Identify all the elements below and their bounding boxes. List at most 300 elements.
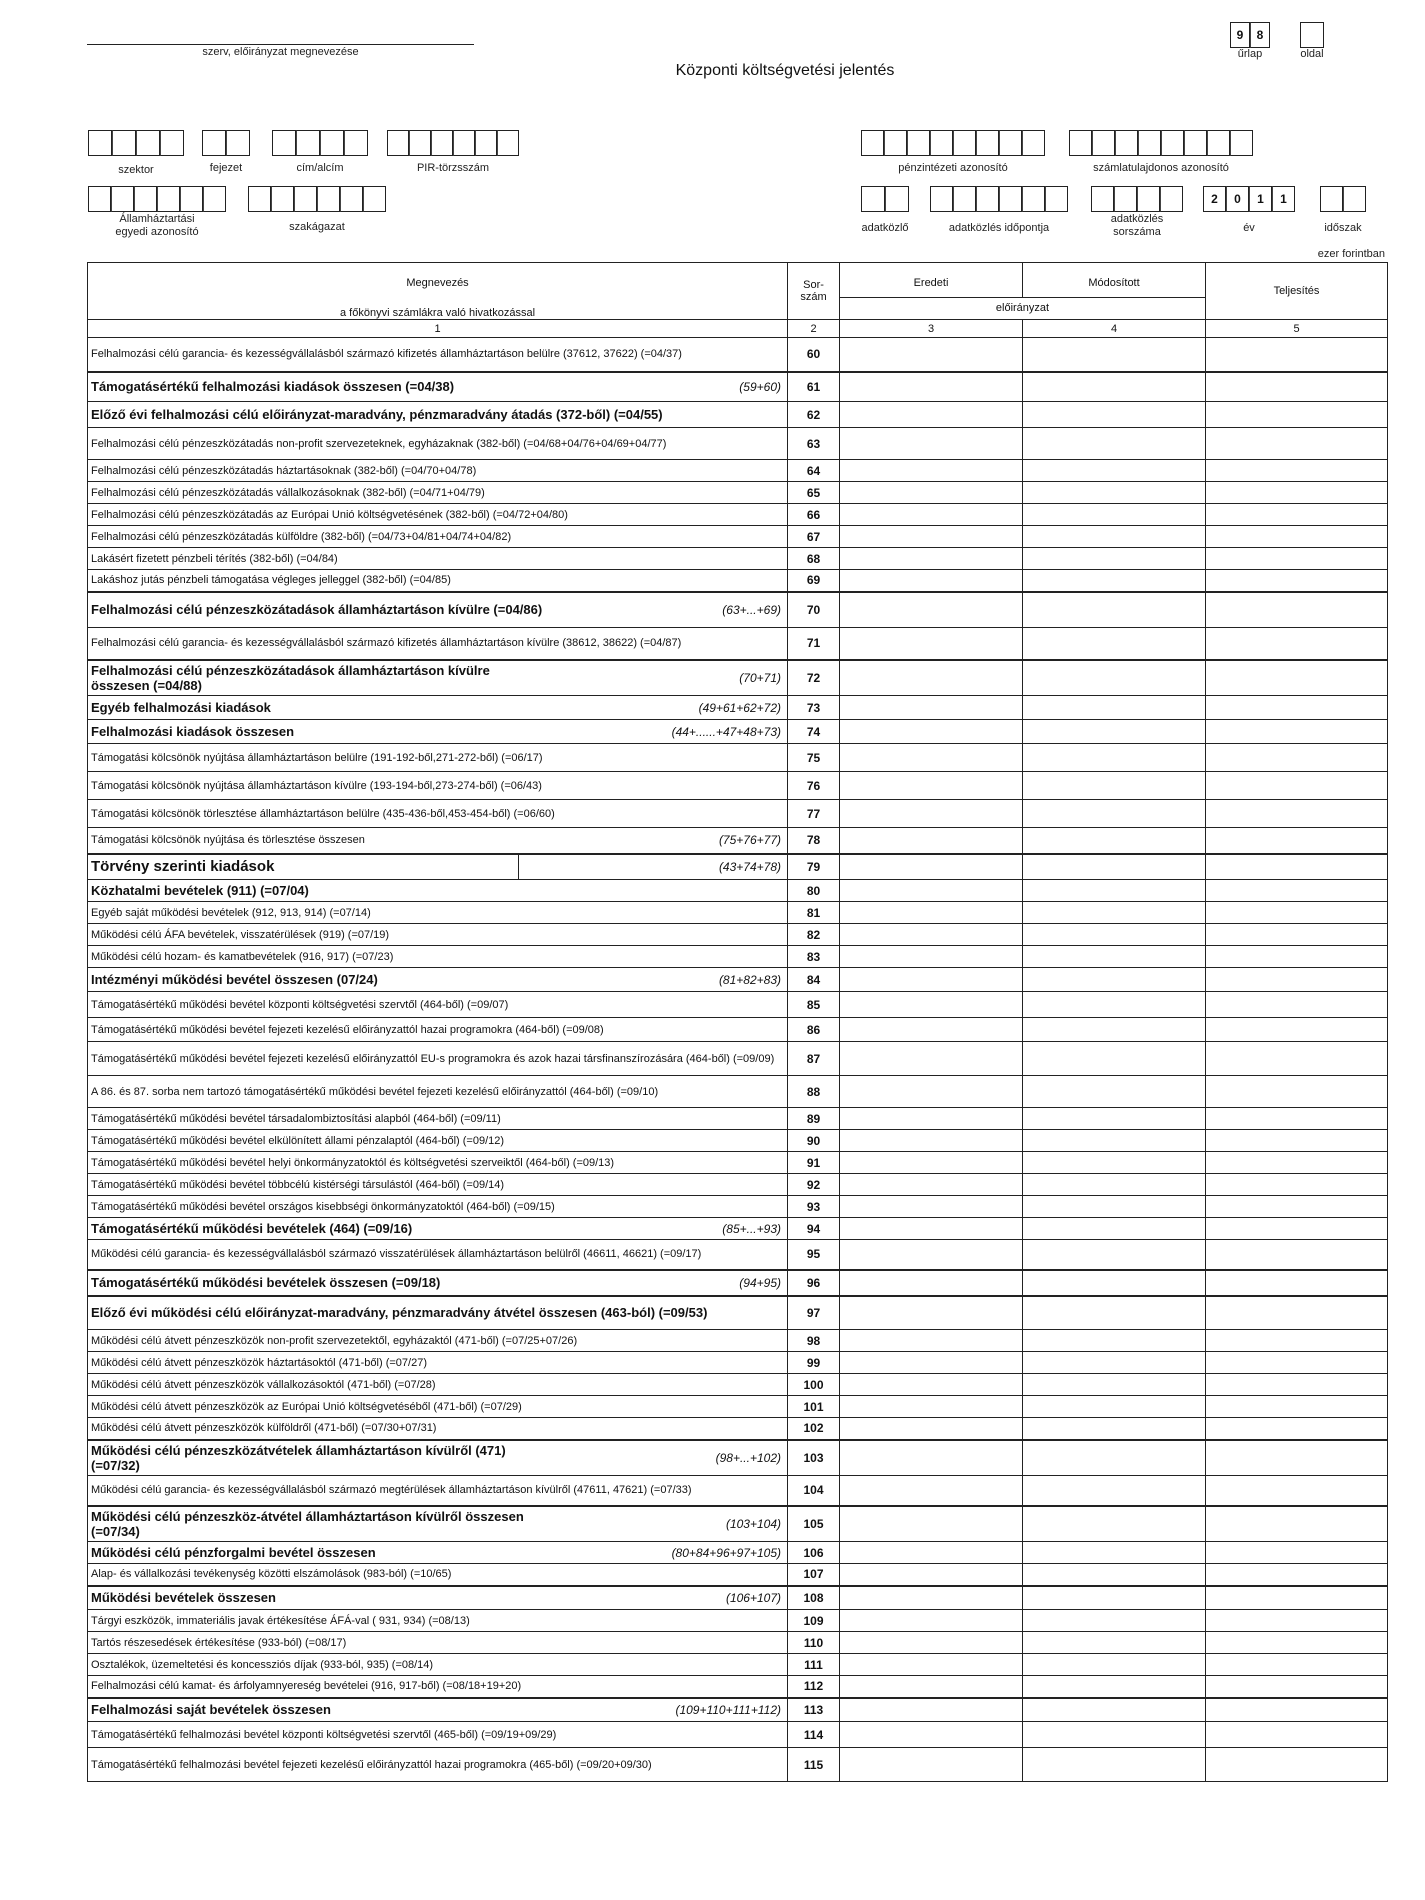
modositott-cell[interactable] bbox=[1023, 1240, 1206, 1270]
teljesites-cell[interactable] bbox=[1206, 1108, 1388, 1130]
table-row bbox=[88, 402, 1388, 428]
eredeti-cell[interactable] bbox=[840, 992, 1023, 1018]
teljesites-cell[interactable] bbox=[1206, 1352, 1388, 1374]
penzintezeti-digit[interactable] bbox=[861, 130, 884, 156]
eredeti-cell[interactable] bbox=[840, 1564, 1023, 1586]
teljesites-cell[interactable] bbox=[1206, 1418, 1388, 1440]
szamlatulajdonos-digit[interactable] bbox=[1184, 130, 1207, 156]
adatkozlo-digit[interactable] bbox=[861, 186, 885, 212]
eredeti-cell[interactable] bbox=[840, 1654, 1023, 1676]
teljesites-cell[interactable] bbox=[1206, 1476, 1388, 1506]
teljesites-cell[interactable] bbox=[1206, 828, 1388, 854]
row-description bbox=[88, 1564, 788, 1586]
modositott-cell[interactable] bbox=[1023, 570, 1206, 592]
row-number: 94 bbox=[788, 1218, 840, 1240]
modositott-cell[interactable] bbox=[1023, 1506, 1206, 1542]
row-number: 72 bbox=[788, 660, 840, 696]
eredeti-cell[interactable] bbox=[840, 720, 1023, 744]
modositott-cell[interactable] bbox=[1023, 1374, 1206, 1396]
modositott-cell[interactable] bbox=[1023, 1108, 1206, 1130]
row-formula: (85+...+93) bbox=[722, 1221, 781, 1236]
table-row bbox=[88, 1610, 1388, 1632]
row-text: Működési bevételek összesen bbox=[91, 1590, 276, 1606]
teljesites-cell[interactable] bbox=[1206, 1130, 1388, 1152]
modositott-cell[interactable] bbox=[1023, 992, 1206, 1018]
modositott-cell[interactable] bbox=[1023, 1076, 1206, 1108]
aht-digit[interactable] bbox=[180, 186, 203, 212]
teljesites-cell[interactable] bbox=[1206, 1440, 1388, 1476]
row-description bbox=[88, 1698, 788, 1722]
eredeti-cell[interactable] bbox=[840, 1676, 1023, 1698]
modositott-cell[interactable] bbox=[1023, 1654, 1206, 1676]
eredeti-cell[interactable] bbox=[840, 968, 1023, 992]
eredeti-cell[interactable] bbox=[840, 924, 1023, 946]
aht-digit[interactable] bbox=[111, 186, 134, 212]
row-formula: (80+84+96+97+105) bbox=[671, 1545, 781, 1560]
table-row bbox=[88, 946, 1388, 968]
teljesites-cell[interactable] bbox=[1206, 992, 1388, 1018]
teljesites-cell[interactable] bbox=[1206, 1174, 1388, 1196]
eredeti-cell[interactable] bbox=[840, 772, 1023, 800]
teljesites-cell[interactable] bbox=[1206, 1676, 1388, 1698]
modositott-cell[interactable] bbox=[1023, 744, 1206, 772]
pir-digit[interactable] bbox=[409, 130, 431, 156]
modositott-cell[interactable] bbox=[1023, 526, 1206, 548]
eredeti-cell[interactable] bbox=[840, 1330, 1023, 1352]
eredeti-cell[interactable] bbox=[840, 1542, 1023, 1564]
teljesites-cell[interactable] bbox=[1206, 1698, 1388, 1722]
ev-digit[interactable]: 2 bbox=[1203, 186, 1226, 212]
row-number: 84 bbox=[788, 968, 840, 992]
adatkozles-idopontja-digit[interactable] bbox=[1022, 186, 1045, 212]
modositott-cell[interactable] bbox=[1023, 854, 1206, 880]
modositott-cell[interactable] bbox=[1023, 1632, 1206, 1654]
megnevezes-subtitle: a főkönyvi számlákra való hivatkozással bbox=[339, 307, 536, 319]
szakagazat-digit[interactable] bbox=[294, 186, 317, 212]
modositott-cell[interactable] bbox=[1023, 828, 1206, 854]
modositott-cell[interactable] bbox=[1023, 1440, 1206, 1476]
table-row bbox=[88, 1676, 1388, 1698]
column-number-row bbox=[88, 320, 1388, 338]
table-row bbox=[88, 1418, 1388, 1440]
eredeti-cell[interactable] bbox=[840, 1722, 1023, 1748]
fejezet-label: fejezet bbox=[209, 162, 243, 174]
teljesites-cell[interactable] bbox=[1206, 772, 1388, 800]
adatkozles-idopontja-digit[interactable] bbox=[1045, 186, 1068, 212]
teljesites-cell[interactable] bbox=[1206, 1018, 1388, 1042]
eredeti-cell[interactable] bbox=[840, 1076, 1023, 1108]
row-number: 104 bbox=[788, 1476, 840, 1506]
cim-boxes bbox=[272, 130, 368, 156]
modositott-cell[interactable] bbox=[1023, 968, 1206, 992]
eredeti-cell[interactable] bbox=[840, 1476, 1023, 1506]
eredeti-cell[interactable] bbox=[840, 428, 1023, 460]
szamlatulajdonos-digit[interactable] bbox=[1069, 130, 1092, 156]
modositott-cell[interactable] bbox=[1023, 772, 1206, 800]
teljesites-cell[interactable] bbox=[1206, 880, 1388, 902]
szakagazat-digit[interactable] bbox=[363, 186, 386, 212]
oldal-input[interactable] bbox=[1300, 22, 1324, 48]
eredeti-cell[interactable] bbox=[840, 1632, 1023, 1654]
unit-label: ezer forintban bbox=[1317, 248, 1385, 260]
eredeti-cell[interactable] bbox=[840, 1586, 1023, 1610]
eredeti-cell[interactable] bbox=[840, 660, 1023, 696]
eredeti-cell[interactable] bbox=[840, 902, 1023, 924]
eredeti-cell[interactable] bbox=[840, 1218, 1023, 1240]
teljesites-cell[interactable] bbox=[1206, 1270, 1388, 1296]
teljesites-cell[interactable] bbox=[1206, 1296, 1388, 1330]
eredeti-cell[interactable] bbox=[840, 1352, 1023, 1374]
teljesites-cell[interactable] bbox=[1206, 372, 1388, 402]
eredeti-cell[interactable] bbox=[840, 828, 1023, 854]
eredeti-cell[interactable] bbox=[840, 1506, 1023, 1542]
aht-digit[interactable] bbox=[134, 186, 157, 212]
row-description bbox=[88, 880, 788, 902]
modositott-cell[interactable] bbox=[1023, 460, 1206, 482]
cim-digit[interactable] bbox=[320, 130, 344, 156]
szektor-digit[interactable] bbox=[112, 130, 136, 156]
teljesites-cell[interactable] bbox=[1206, 1654, 1388, 1676]
modositott-cell[interactable] bbox=[1023, 1152, 1206, 1174]
eredeti-cell[interactable] bbox=[840, 1610, 1023, 1632]
teljesites-cell[interactable] bbox=[1206, 744, 1388, 772]
eredeti-cell[interactable] bbox=[840, 880, 1023, 902]
modositott-cell[interactable] bbox=[1023, 1218, 1206, 1240]
row-text: Támogatásértékű működési bevétel többcélú kistérségi társulástól (464-ből) (=09/14) bbox=[91, 1178, 505, 1191]
pir-digit[interactable] bbox=[431, 130, 453, 156]
modositott-cell[interactable] bbox=[1023, 1130, 1206, 1152]
teljesites-cell[interactable] bbox=[1206, 1506, 1388, 1542]
eredeti-cell[interactable] bbox=[840, 1196, 1023, 1218]
penzintezeti-digit[interactable] bbox=[884, 130, 907, 156]
modositott-cell[interactable] bbox=[1023, 1018, 1206, 1042]
teljesites-cell[interactable] bbox=[1206, 548, 1388, 570]
modositott-cell[interactable] bbox=[1023, 1610, 1206, 1632]
teljesites-cell[interactable] bbox=[1206, 968, 1388, 992]
eredeti-cell[interactable] bbox=[840, 1130, 1023, 1152]
szakagazat-digit[interactable] bbox=[317, 186, 340, 212]
modositott-cell[interactable] bbox=[1023, 1748, 1206, 1782]
row-number: 96 bbox=[788, 1270, 840, 1296]
row-number: 100 bbox=[788, 1374, 840, 1396]
szektor-digit[interactable] bbox=[160, 130, 184, 156]
row-description bbox=[88, 504, 788, 526]
row-number: 75 bbox=[788, 744, 840, 772]
eredeti-cell[interactable] bbox=[840, 946, 1023, 968]
teljesites-cell[interactable] bbox=[1206, 800, 1388, 828]
row-number: 99 bbox=[788, 1352, 840, 1374]
aht-digit[interactable] bbox=[203, 186, 226, 212]
szektor-digit[interactable] bbox=[88, 130, 112, 156]
eredeti-cell[interactable] bbox=[840, 854, 1023, 880]
row-description bbox=[88, 1196, 788, 1218]
szakagazat-digit[interactable] bbox=[340, 186, 363, 212]
eredeti-cell[interactable] bbox=[840, 800, 1023, 828]
modositott-cell[interactable] bbox=[1023, 1174, 1206, 1196]
eredeti-cell[interactable] bbox=[840, 504, 1023, 526]
teljesites-cell[interactable] bbox=[1206, 460, 1388, 482]
eredeti-cell[interactable] bbox=[840, 1270, 1023, 1296]
szamlatulajdonos-digit[interactable] bbox=[1161, 130, 1184, 156]
row-formula: (63+...+69) bbox=[722, 602, 781, 617]
pir-digit[interactable] bbox=[497, 130, 519, 156]
modositott-cell[interactable] bbox=[1023, 924, 1206, 946]
org-name-label: szerv, előirányzat megnevezése bbox=[202, 46, 359, 58]
modositott-cell[interactable] bbox=[1023, 946, 1206, 968]
urlap-digit[interactable]: 8 bbox=[1250, 22, 1270, 48]
eredeti-cell[interactable] bbox=[840, 338, 1023, 372]
penzintezeti-digit[interactable] bbox=[907, 130, 930, 156]
eredeti-cell[interactable] bbox=[840, 526, 1023, 548]
adatkozles-idopontja-digit[interactable] bbox=[976, 186, 999, 212]
pir-digit[interactable] bbox=[387, 130, 409, 156]
row-number: 97 bbox=[788, 1296, 840, 1330]
szamlatulajdonos-digit[interactable] bbox=[1138, 130, 1161, 156]
teljesites-cell[interactable] bbox=[1206, 1076, 1388, 1108]
fejezet-digit[interactable] bbox=[202, 130, 226, 156]
teljesites-cell[interactable] bbox=[1206, 1632, 1388, 1654]
teljesites-cell[interactable] bbox=[1206, 1586, 1388, 1610]
row-number: 62 bbox=[788, 402, 840, 428]
teljesites-cell[interactable] bbox=[1206, 1722, 1388, 1748]
row-description bbox=[88, 1440, 788, 1476]
penzintezeti-digit[interactable] bbox=[999, 130, 1022, 156]
adatkozlo-digit[interactable] bbox=[885, 186, 909, 212]
modositott-cell[interactable] bbox=[1023, 1352, 1206, 1374]
row-description bbox=[88, 1722, 788, 1748]
teljesites-cell[interactable] bbox=[1206, 1396, 1388, 1418]
modositott-cell[interactable] bbox=[1023, 1586, 1206, 1610]
row-number: 67 bbox=[788, 526, 840, 548]
szakagazat-digit[interactable] bbox=[248, 186, 271, 212]
ev-digit[interactable]: 1 bbox=[1272, 186, 1295, 212]
teljesites-cell[interactable] bbox=[1206, 946, 1388, 968]
modositott-cell[interactable] bbox=[1023, 1476, 1206, 1506]
modositott-cell[interactable] bbox=[1023, 1196, 1206, 1218]
table-row bbox=[88, 1174, 1388, 1196]
teljesites-cell[interactable] bbox=[1206, 696, 1388, 720]
eredeti-cell[interactable] bbox=[840, 1042, 1023, 1076]
eredeti-cell[interactable] bbox=[840, 570, 1023, 592]
teljesites-cell[interactable] bbox=[1206, 1240, 1388, 1270]
modositott-cell[interactable] bbox=[1023, 1296, 1206, 1330]
eredeti-cell[interactable] bbox=[840, 548, 1023, 570]
modositott-cell[interactable] bbox=[1023, 1042, 1206, 1076]
idoszak-digit[interactable] bbox=[1320, 186, 1343, 212]
pir-digit[interactable] bbox=[475, 130, 497, 156]
eredeti-cell[interactable] bbox=[840, 1108, 1023, 1130]
szakagazat-boxes bbox=[248, 186, 386, 212]
aht-digit[interactable] bbox=[88, 186, 111, 212]
modositott-cell[interactable] bbox=[1023, 1418, 1206, 1440]
cim-digit[interactable] bbox=[296, 130, 320, 156]
eredeti-cell[interactable] bbox=[840, 696, 1023, 720]
teljesites-cell[interactable] bbox=[1206, 1330, 1388, 1352]
row-description bbox=[88, 744, 788, 772]
modositott-cell[interactable] bbox=[1023, 1698, 1206, 1722]
pir-digit[interactable] bbox=[453, 130, 475, 156]
idoszak-boxes bbox=[1320, 186, 1366, 212]
teljesites-cell[interactable] bbox=[1206, 902, 1388, 924]
adatkozles-sorszama-digit[interactable] bbox=[1091, 186, 1114, 212]
teljesites-cell[interactable] bbox=[1206, 570, 1388, 592]
ev-digit[interactable]: 1 bbox=[1249, 186, 1272, 212]
sorszam-line2: szám bbox=[800, 291, 827, 303]
teljesites-cell[interactable] bbox=[1206, 1610, 1388, 1632]
modositott-cell[interactable] bbox=[1023, 504, 1206, 526]
row-description bbox=[88, 800, 788, 828]
row-description bbox=[88, 902, 788, 924]
adatkozles-idopontja-digit[interactable] bbox=[953, 186, 976, 212]
teljesites-cell[interactable] bbox=[1206, 592, 1388, 628]
eredeti-cell[interactable] bbox=[840, 372, 1023, 402]
szamlatulajdonos-digit[interactable] bbox=[1092, 130, 1115, 156]
eredeti-cell[interactable] bbox=[840, 460, 1023, 482]
teljesites-cell[interactable] bbox=[1206, 482, 1388, 504]
modositott-cell[interactable] bbox=[1023, 660, 1206, 696]
modositott-cell[interactable] bbox=[1023, 628, 1206, 660]
adatkozles-sorszama-digit[interactable] bbox=[1114, 186, 1137, 212]
eredeti-cell[interactable] bbox=[840, 1018, 1023, 1042]
row-description bbox=[88, 548, 788, 570]
eredeti-cell[interactable] bbox=[840, 402, 1023, 428]
penzintezeti-digit[interactable] bbox=[953, 130, 976, 156]
szamlatulajdonos-digit[interactable] bbox=[1230, 130, 1253, 156]
teljesites-cell[interactable] bbox=[1206, 854, 1388, 880]
row-description bbox=[88, 1586, 788, 1610]
row-description bbox=[88, 628, 788, 660]
teljesites-cell[interactable] bbox=[1206, 1748, 1388, 1782]
adatkozles-idopontja-digit[interactable] bbox=[999, 186, 1022, 212]
teljesites-cell[interactable] bbox=[1206, 1196, 1388, 1218]
szektor-digit[interactable] bbox=[136, 130, 160, 156]
row-number: 64 bbox=[788, 460, 840, 482]
row-number: 101 bbox=[788, 1396, 840, 1418]
row-number: 80 bbox=[788, 880, 840, 902]
penzintezeti-digit[interactable] bbox=[930, 130, 953, 156]
cim-digit[interactable] bbox=[272, 130, 296, 156]
penzintezeti-digit[interactable] bbox=[976, 130, 999, 156]
eredeti-cell[interactable] bbox=[840, 1440, 1023, 1476]
adatkozles-sorszama-digit[interactable] bbox=[1160, 186, 1183, 212]
row-formula: (44+......+47+48+73) bbox=[671, 724, 781, 739]
cim-label: cím/alcím bbox=[296, 162, 344, 174]
aht-digit[interactable] bbox=[157, 186, 180, 212]
table-row bbox=[88, 772, 1388, 800]
teljesites-cell[interactable] bbox=[1206, 924, 1388, 946]
teljesites-cell[interactable] bbox=[1206, 338, 1388, 372]
eredeti-cell[interactable] bbox=[840, 1296, 1023, 1330]
fejezet-digit[interactable] bbox=[226, 130, 250, 156]
eredeti-cell[interactable] bbox=[840, 1418, 1023, 1440]
modositott-cell[interactable] bbox=[1023, 592, 1206, 628]
eredeti-cell[interactable] bbox=[840, 1152, 1023, 1174]
modositott-cell[interactable] bbox=[1023, 800, 1206, 828]
eredeti-cell[interactable] bbox=[840, 1698, 1023, 1722]
modositott-cell[interactable] bbox=[1023, 482, 1206, 504]
eredeti-cell[interactable] bbox=[840, 1174, 1023, 1196]
row-number: 66 bbox=[788, 504, 840, 526]
row-number: 74 bbox=[788, 720, 840, 744]
teljesites-cell[interactable] bbox=[1206, 1152, 1388, 1174]
eredeti-cell[interactable] bbox=[840, 1240, 1023, 1270]
modositott-cell[interactable] bbox=[1023, 1542, 1206, 1564]
modositott-cell[interactable] bbox=[1023, 1722, 1206, 1748]
row-description bbox=[88, 402, 788, 428]
table-row bbox=[88, 1396, 1388, 1418]
row-text: Működési célú pénzforgalmi bevétel összesen bbox=[91, 1545, 376, 1560]
teljesites-cell[interactable] bbox=[1206, 526, 1388, 548]
szakagazat-digit[interactable] bbox=[271, 186, 294, 212]
row-text: Támogatásértékű működési bevétel fejezeti kezelésű előirányzattól hazai programokra (464-ből) (=09/08) bbox=[91, 1023, 604, 1036]
teljesites-cell[interactable] bbox=[1206, 402, 1388, 428]
penzintezeti-digit[interactable] bbox=[1022, 130, 1045, 156]
row-formula: (103+104) bbox=[725, 1516, 781, 1531]
modositott-cell[interactable] bbox=[1023, 902, 1206, 924]
teljesites-cell[interactable] bbox=[1206, 720, 1388, 744]
szamlatulajdonos-digit[interactable] bbox=[1207, 130, 1230, 156]
modositott-cell[interactable] bbox=[1023, 1564, 1206, 1586]
modositott-cell[interactable] bbox=[1023, 1270, 1206, 1296]
teljesites-cell[interactable] bbox=[1206, 504, 1388, 526]
ev-digit[interactable]: 0 bbox=[1226, 186, 1249, 212]
modositott-cell[interactable] bbox=[1023, 1330, 1206, 1352]
table-row bbox=[88, 1698, 1388, 1722]
teljesites-cell[interactable] bbox=[1206, 1042, 1388, 1076]
table-row bbox=[88, 504, 1388, 526]
eredeti-cell[interactable] bbox=[840, 592, 1023, 628]
row-text: Támogatásértékű működési bevétel társadalombiztosítási alapból (464-ből) (=09/11) bbox=[91, 1112, 501, 1125]
modositott-cell[interactable] bbox=[1023, 696, 1206, 720]
adatkozles-idopontja-digit[interactable] bbox=[930, 186, 953, 212]
modositott-cell[interactable] bbox=[1023, 1676, 1206, 1698]
eredeti-cell[interactable] bbox=[840, 1374, 1023, 1396]
row-description bbox=[88, 1130, 788, 1152]
row-description bbox=[88, 854, 788, 880]
teljesites-cell[interactable] bbox=[1206, 1218, 1388, 1240]
row-text: Felhalmozási saját bevételek összesen bbox=[91, 1702, 331, 1718]
row-description bbox=[88, 1330, 788, 1352]
teljesites-cell[interactable] bbox=[1206, 428, 1388, 460]
modositott-cell[interactable] bbox=[1023, 428, 1206, 460]
modositott-cell[interactable] bbox=[1023, 1396, 1206, 1418]
cim-digit[interactable] bbox=[344, 130, 368, 156]
idoszak-digit[interactable] bbox=[1343, 186, 1366, 212]
teljesites-cell[interactable] bbox=[1206, 1374, 1388, 1396]
modositott-cell[interactable] bbox=[1023, 338, 1206, 372]
modositott-cell[interactable] bbox=[1023, 402, 1206, 428]
szamlatulajdonos-boxes bbox=[1069, 130, 1253, 156]
eredeti-cell[interactable] bbox=[840, 1396, 1023, 1418]
adatkozles-sorszama-digit[interactable] bbox=[1137, 186, 1160, 212]
modositott-cell[interactable] bbox=[1023, 372, 1206, 402]
teljesites-cell[interactable] bbox=[1206, 628, 1388, 660]
modositott-cell[interactable] bbox=[1023, 548, 1206, 570]
teljesites-cell[interactable] bbox=[1206, 660, 1388, 696]
teljesites-cell[interactable] bbox=[1206, 1542, 1388, 1564]
eredeti-cell[interactable] bbox=[840, 482, 1023, 504]
modositott-cell[interactable] bbox=[1023, 720, 1206, 744]
eredeti-cell[interactable] bbox=[840, 628, 1023, 660]
eredeti-cell[interactable] bbox=[840, 1748, 1023, 1782]
szamlatulajdonos-digit[interactable] bbox=[1115, 130, 1138, 156]
urlap-digit[interactable]: 9 bbox=[1230, 22, 1250, 48]
table-row bbox=[88, 1440, 1388, 1476]
modositott-cell[interactable] bbox=[1023, 880, 1206, 902]
row-description bbox=[88, 460, 788, 482]
eredeti-cell[interactable] bbox=[840, 744, 1023, 772]
teljesites-cell[interactable] bbox=[1206, 1564, 1388, 1586]
